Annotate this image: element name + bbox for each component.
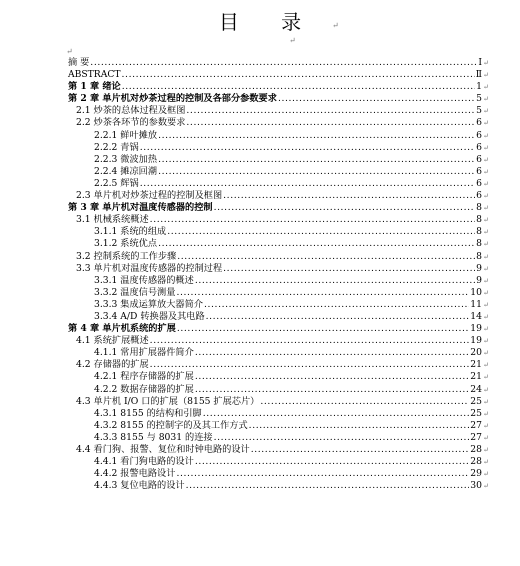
toc-entry-text: 4.1 系统扩展概述: [76, 335, 149, 347]
toc-entry-line: [68, 93, 482, 105]
paragraph-mark-blank: ↵: [66, 47, 73, 56]
paragraph-mark: ↵: [483, 337, 489, 346]
toc-entry-page-number: 6: [476, 117, 482, 129]
paragraph-mark: ↵: [483, 312, 489, 321]
toc-entry-page-number: 6: [476, 141, 482, 153]
toc-entry-line: [76, 444, 482, 456]
toc-entry-text: 第 4 章 单片机系统的扩展: [68, 323, 176, 335]
paragraph-mark: ↵: [483, 167, 489, 176]
toc-entry-line: [94, 311, 482, 323]
toc-entry-page-number: 24: [470, 383, 482, 395]
paragraph-mark: ↵: [483, 470, 489, 479]
toc-entry-text: 2.2.1 鲜叶摊放: [94, 129, 158, 141]
toc-entry-text: 3.2 控制系统的工作步骤: [76, 250, 177, 262]
dot-leader: [278, 93, 475, 105]
paragraph-mark: ↵: [483, 385, 489, 394]
toc-entry[interactable]: [0, 251, 520, 263]
paragraph-mark: ↵: [483, 373, 489, 382]
dot-leader: [223, 190, 475, 202]
paragraph-mark: ↵: [483, 240, 489, 249]
paragraph-mark: ↵: [483, 349, 489, 358]
toc-entry-page-number: 8: [476, 214, 482, 226]
paragraph-mark: ↵: [483, 204, 489, 213]
dot-leader: [249, 420, 470, 432]
toc-entry[interactable]: [0, 408, 520, 420]
toc-entry[interactable]: [0, 117, 520, 129]
dot-leader: [214, 202, 476, 214]
toc-entry[interactable]: [0, 347, 520, 359]
toc-entry-text: 4.3 单片机 I/O 口的扩展（8155 扩展芯片）: [76, 395, 260, 407]
toc-entry-line: [76, 335, 482, 347]
toc-entry-line: [94, 384, 482, 396]
paragraph-mark: ↵: [483, 95, 489, 104]
paragraph-mark: ↵: [483, 83, 489, 92]
toc-entry-line: [94, 468, 482, 480]
paragraph-mark: ↵: [483, 179, 489, 188]
paragraph-mark: ↵: [483, 192, 489, 201]
toc-entry[interactable]: [0, 57, 520, 69]
paragraph-mark-top: ↵: [289, 36, 296, 45]
paragraph-mark: ↵: [483, 131, 489, 140]
toc-entry[interactable]: [0, 371, 520, 383]
toc-entry[interactable]: [0, 154, 520, 166]
dot-leader: [122, 69, 475, 81]
toc-entry-text: 3.1 机械系统概述: [76, 214, 149, 226]
toc-entry-text: 4.4.2 报警电路设计: [94, 468, 176, 480]
toc-entry-text: 2.2.4 摊凉回潮: [94, 165, 158, 177]
toc-entry-page-number: 19: [470, 323, 482, 335]
paragraph-mark: ↵: [483, 59, 489, 67]
dot-leader: [150, 359, 470, 371]
toc-entry-line: [76, 190, 482, 202]
toc-entry-text: 第 2 章 单片机对炒茶过程的控制及各部分参数要求: [68, 93, 277, 105]
paragraph-mark-title: ↵: [332, 21, 339, 30]
toc-entry-page-number: Ⅰ: [478, 57, 482, 68]
toc-entry-page-number: 27: [470, 419, 482, 431]
toc-entry-page-number: 8: [476, 238, 482, 250]
dot-leader: [176, 287, 469, 299]
toc-entry-page-number: 1: [476, 81, 482, 93]
toc-entry-text: 4.3.1 8155 的结构和引脚: [94, 407, 202, 419]
toc-entry-line: [76, 396, 482, 408]
dot-leader: [203, 408, 470, 420]
toc-entry-page-number: 10: [470, 286, 482, 298]
toc-entry-page-number: 6: [476, 190, 482, 202]
toc-entry-line: [94, 456, 482, 468]
paragraph-mark: ↵: [483, 119, 489, 128]
toc-entry-page-number: 29: [470, 468, 482, 480]
toc-entry-text: ABSTRACT: [68, 69, 121, 81]
paragraph-mark: ↵: [483, 300, 489, 309]
toc-entry-page-number: 8: [476, 202, 482, 214]
toc-entry-text: 4.4.3 复位电路的设计: [94, 480, 185, 492]
toc-entry-line: [94, 166, 482, 178]
paragraph-mark: ↵: [483, 71, 489, 80]
toc-entry-line: [68, 69, 482, 81]
toc-entry-page-number: 30: [470, 480, 482, 492]
toc-entry-page-number: 9: [476, 262, 482, 274]
toc-entry-page-number: 14: [470, 310, 482, 322]
dot-leader: [195, 347, 469, 359]
toc-entry-text: 2.1 炒茶的总体过程及框图: [76, 105, 186, 117]
toc-entry-line: [76, 214, 482, 226]
toc-entry-line: [76, 359, 482, 371]
paragraph-mark: ↵: [483, 288, 489, 297]
dot-leader: [122, 81, 475, 93]
toc-entry[interactable]: [0, 166, 520, 178]
dot-leader: [186, 105, 475, 117]
toc-entry-line: [94, 408, 482, 420]
paragraph-mark: ↵: [483, 107, 489, 116]
paragraph-mark: ↵: [483, 252, 489, 261]
dot-leader: [206, 311, 470, 323]
toc-entry-page-number: 6: [476, 177, 482, 189]
dot-leader: [140, 178, 475, 190]
toc-entry-text: 3.3.3 集成运算放大器简介: [94, 298, 203, 310]
toc-entry[interactable]: [0, 456, 520, 468]
toc-entry-line: [76, 263, 482, 275]
paragraph-mark: ↵: [483, 216, 489, 225]
paragraph-mark: ↵: [483, 458, 489, 467]
toc-entry-text: 3.3.4 A/D 转换器及其电路: [94, 310, 205, 322]
dot-leader: [158, 238, 475, 250]
dot-leader: [260, 396, 469, 408]
paragraph-mark: ↵: [483, 143, 489, 152]
table-of-contents: [0, 57, 520, 492]
toc-entry-page-number: 5: [476, 105, 482, 117]
toc-entry-text: 4.4.1 看门狗电路的设计: [94, 456, 194, 468]
paragraph-mark: ↵: [483, 325, 489, 334]
toc-entry-line: [94, 347, 482, 359]
toc-entry-line: [94, 154, 482, 166]
paragraph-mark: ↵: [483, 482, 489, 491]
dot-leader: [195, 275, 475, 287]
toc-entry-line: [68, 202, 482, 214]
toc-entry-text: 2.2 炒茶各环节的参数要求: [76, 117, 186, 129]
toc-entry[interactable]: [0, 432, 520, 444]
dot-leader: [158, 130, 475, 142]
toc-entry[interactable]: [0, 396, 520, 408]
toc-entry-page-number: 8: [476, 250, 482, 262]
toc-entry[interactable]: [0, 468, 520, 480]
toc-entry[interactable]: [0, 214, 520, 226]
toc-entry[interactable]: [0, 335, 520, 347]
paragraph-mark: ↵: [483, 155, 489, 164]
toc-entry[interactable]: [0, 384, 520, 396]
toc-entry-page-number: 20: [470, 347, 482, 359]
paragraph-mark: ↵: [483, 446, 489, 454]
dot-leader: [140, 142, 475, 154]
toc-entry-page-number: 6: [476, 129, 482, 141]
toc-entry-text: 4.4 看门狗、报警、复位和时钟电路的设计: [76, 444, 250, 455]
dot-leader: [167, 226, 475, 238]
toc-entry[interactable]: [0, 69, 520, 81]
paragraph-mark: ↵: [483, 264, 489, 273]
toc-entry-text: 3.3.1 温度传感器的概述: [94, 274, 194, 286]
toc-entry-line: [94, 432, 482, 444]
toc-entry[interactable]: [0, 238, 520, 250]
toc-entry-line: [94, 287, 482, 299]
toc-entry-line: [94, 480, 482, 492]
paragraph-mark: ↵: [483, 409, 489, 418]
toc-entry[interactable]: [0, 299, 520, 311]
toc-entry-text: 摘 要: [68, 57, 90, 68]
toc-entry-page-number: 6: [476, 153, 482, 165]
toc-entry[interactable]: [0, 420, 520, 432]
toc-entry-line: [94, 299, 482, 311]
toc-entry-text: 第 3 章 单片机对温度传感器的控制: [68, 202, 213, 214]
toc-entry-text: 3.1.1 系统的组成: [94, 226, 167, 238]
toc-entry[interactable]: [0, 263, 520, 275]
toc-entry-text: 2.2.2 青锅: [94, 141, 139, 153]
toc-entry-page-number: Ⅱ: [475, 69, 482, 81]
toc-entry-line: [76, 105, 482, 117]
toc-entry-page-number: 28: [470, 456, 482, 468]
toc-entry-line: [94, 371, 482, 383]
toc-entry-line: [94, 226, 482, 238]
paragraph-mark: ↵: [483, 433, 489, 442]
toc-entry-page-number: 5: [476, 93, 482, 105]
toc-entry-line: [94, 238, 482, 250]
dot-leader: [176, 468, 469, 480]
toc-entry-page-number: 25: [470, 407, 482, 419]
toc-entry-text: 4.2.1 程序存储器的扩展: [94, 371, 194, 383]
paragraph-mark: ↵: [483, 397, 489, 406]
toc-entry-line: [94, 275, 482, 287]
paragraph-mark: ↵: [483, 228, 489, 237]
dot-leader: [158, 154, 475, 166]
toc-entry[interactable]: [0, 178, 520, 190]
toc-entry[interactable]: [0, 202, 520, 214]
toc-entry-text: 第 1 章 绪论: [68, 81, 121, 93]
paragraph-mark: ↵: [483, 421, 489, 430]
toc-entry-text: 2.3 单片机对炒茶过程的控制及框图: [76, 190, 223, 202]
toc-entry[interactable]: [0, 311, 520, 323]
paragraph-mark: ↵: [483, 361, 489, 370]
toc-entry-text: 4.1.1 常用扩展器件简介: [94, 347, 194, 359]
toc-entry[interactable]: [0, 105, 520, 117]
toc-entry[interactable]: [0, 444, 520, 456]
toc-entry-text: 3.3 单片机对温度传感器的控制过程: [76, 262, 223, 274]
toc-entry-line: [76, 251, 482, 263]
dot-leader: [177, 323, 469, 335]
toc-entry-page-number: 25: [470, 395, 482, 407]
toc-entry-line: [76, 117, 482, 129]
dot-leader: [186, 480, 470, 492]
dot-leader: [186, 117, 475, 129]
toc-entry-text: 2.2.3 微波加热: [94, 153, 158, 165]
toc-entry-page-number: 9: [476, 274, 482, 286]
paragraph-mark: ↵: [483, 276, 489, 285]
dot-leader: [195, 371, 469, 383]
dot-leader: [195, 384, 469, 396]
toc-entry-text: 3.3.2 温度信号测量: [94, 286, 176, 298]
dot-leader: [158, 166, 475, 178]
toc-entry[interactable]: [0, 323, 520, 335]
toc-entry[interactable]: [0, 359, 520, 371]
dot-leader: [150, 214, 475, 226]
dot-leader: [150, 335, 470, 347]
toc-entry-line: [94, 130, 482, 142]
toc-entry-line: [68, 57, 482, 69]
toc-entry[interactable]: [0, 480, 520, 492]
dot-leader: [214, 432, 470, 444]
toc-entry-page-number: 21: [470, 359, 482, 371]
toc-entry-line: [68, 323, 482, 335]
toc-entry-text: 4.2.2 数据存储器的扩展: [94, 383, 194, 395]
toc-entry-page-number: 27: [470, 431, 482, 443]
toc-entry[interactable]: [0, 190, 520, 202]
toc-entry-page-number: 19: [470, 335, 482, 347]
toc-title: 目 录: [218, 10, 320, 34]
toc-entry-page-number: 8: [476, 226, 482, 238]
toc-entry-text: 4.3.3 8155 与 8031 的连接: [94, 431, 213, 443]
toc-entry-line: [68, 81, 482, 93]
dot-leader: [195, 456, 469, 468]
toc-entry[interactable]: [0, 226, 520, 238]
toc-entry-line: [94, 142, 482, 154]
dot-leader: [90, 57, 477, 69]
toc-entry-text: 2.2.5 辉锅: [94, 177, 139, 189]
toc-entry-page-number: 28: [470, 444, 482, 455]
toc-entry-page-number: 6: [476, 165, 482, 177]
dot-leader: [223, 263, 475, 275]
toc-entry[interactable]: [0, 130, 520, 142]
toc-entry[interactable]: [0, 93, 520, 105]
toc-entry[interactable]: [0, 81, 520, 93]
toc-entry-page-number: 21: [470, 371, 482, 383]
dot-leader: [177, 251, 475, 263]
toc-entry[interactable]: [0, 275, 520, 287]
toc-entry[interactable]: [0, 287, 520, 299]
toc-entry-text: 3.1.2 系统优点: [94, 238, 158, 250]
toc-entry-text: 4.3.2 8155 的控制字的及其工作方式: [94, 419, 248, 431]
toc-entry[interactable]: [0, 142, 520, 154]
toc-entry-line: [94, 420, 482, 432]
toc-entry-page-number: 11: [470, 298, 482, 310]
dot-leader: [204, 299, 469, 311]
toc-entry-text: 4.2 存储器的扩展: [76, 359, 149, 371]
dot-leader: [251, 444, 470, 456]
toc-entry-line: [94, 178, 482, 190]
